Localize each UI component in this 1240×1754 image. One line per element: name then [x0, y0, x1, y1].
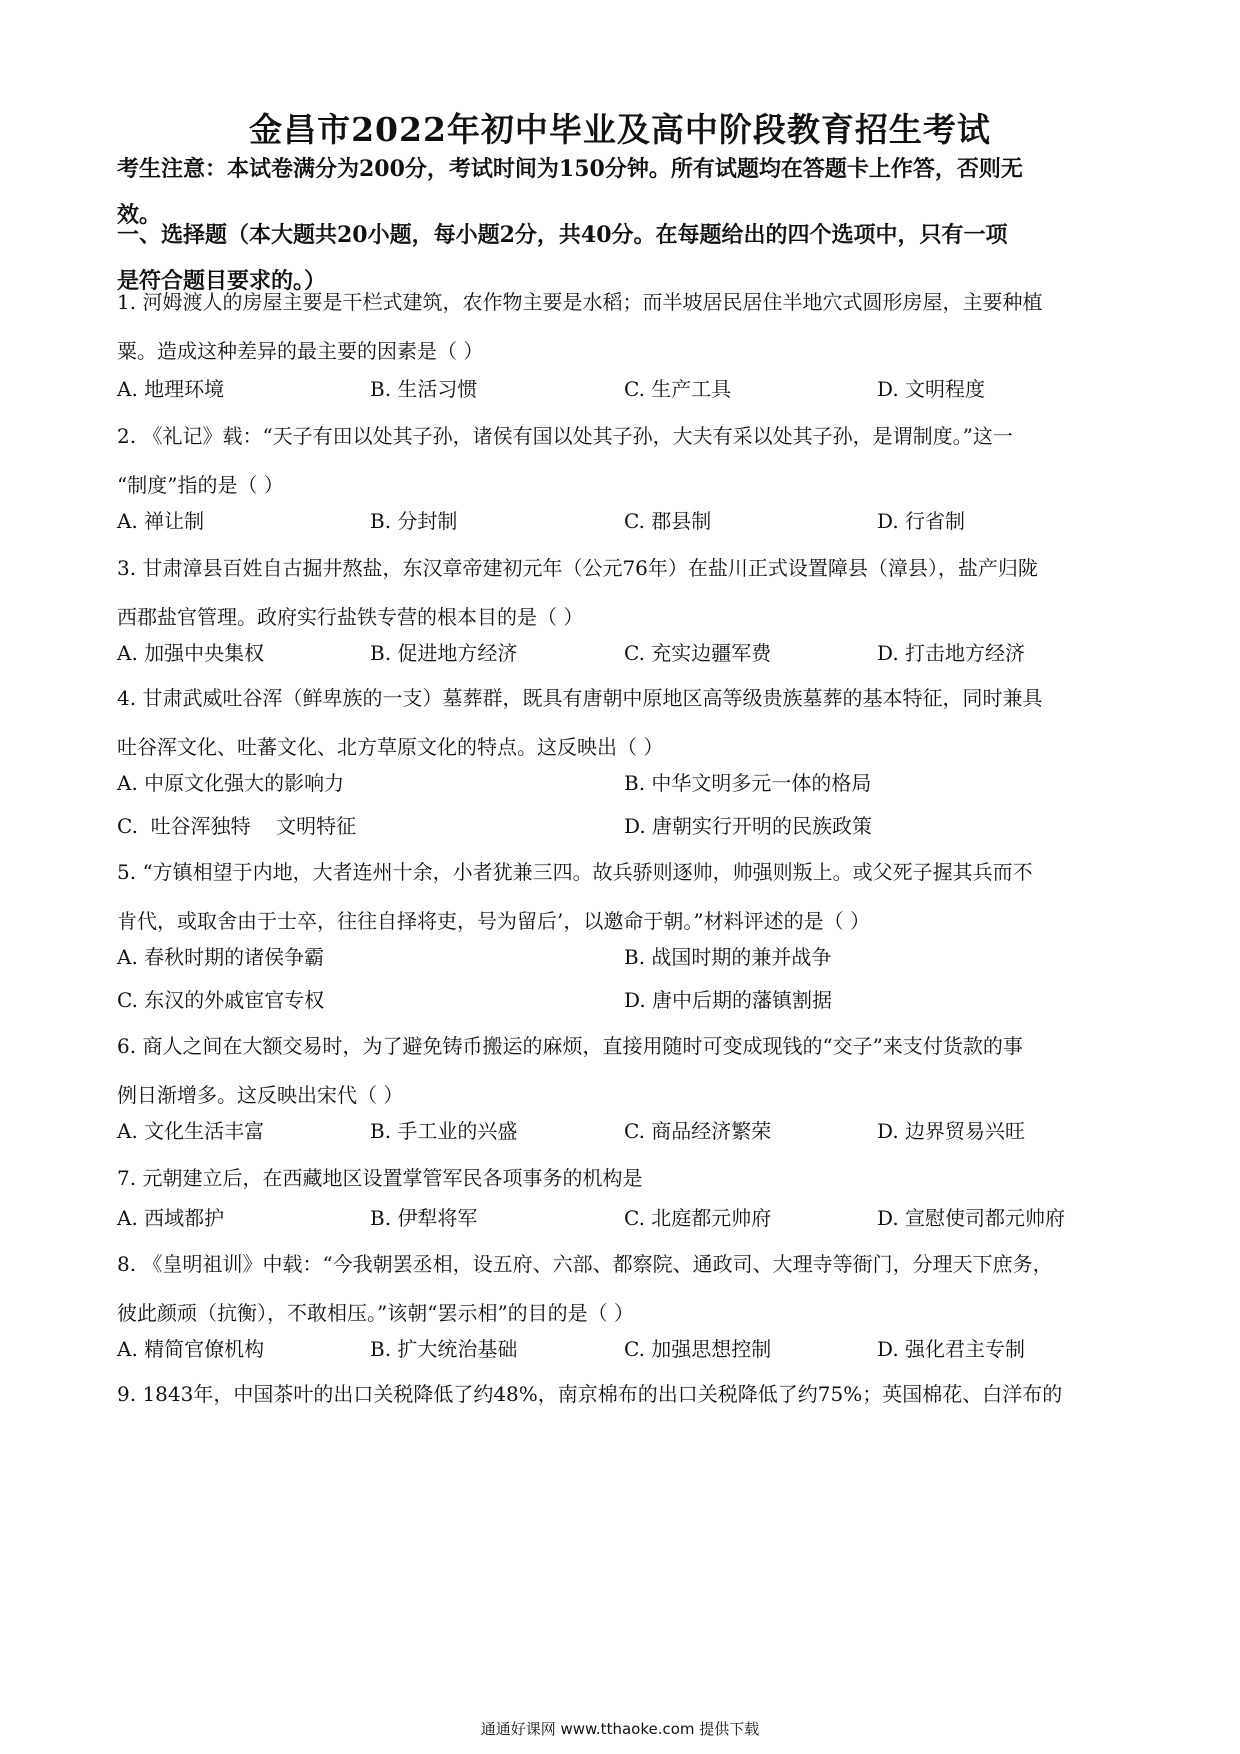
option-c: C. 充实边疆军费: [624, 641, 772, 665]
option-b: B. 扩大统治基础: [370, 1337, 518, 1361]
section-line: 是符合题目要求的。）: [117, 268, 327, 294]
question-5: [117, 848, 1127, 946]
option-c: C. 北庭都元帅府: [624, 1206, 772, 1230]
question-1: [117, 278, 1127, 376]
question-2-options: [117, 506, 1127, 536]
option-a: A. 地理环境: [117, 377, 225, 401]
notice-line: 效。: [117, 202, 162, 228]
question-text: 吐谷浑文化、吐蕃文化、北方草原文化的特点。这反映出（ ）: [117, 735, 664, 759]
option-c: C. 郡县制: [624, 509, 712, 533]
option-d: D. 唐朝实行开明的民族政策: [624, 814, 873, 838]
option-d: D. 文明程度: [877, 377, 986, 401]
option-a: A. 西域都护: [117, 1206, 225, 1230]
question-8-options: [117, 1334, 1127, 1364]
option-b: B. 分封制: [370, 509, 458, 533]
question-text: 2. 《礼记》载：“天子有田以处其子孙，诸侯有国以处其子孙，大夫有采以处其子孙，是谓制度。”这一: [117, 424, 1013, 448]
question-text: “制度”指的是（ ）: [117, 473, 284, 497]
option-d: D. 边界贸易兴旺: [877, 1119, 1026, 1143]
question-4-options-row1: [117, 768, 1127, 798]
page-footer: 通通好课网 www.tthaoke.com 提供下载: [480, 1720, 760, 1738]
option-c: C. 加强思想控制: [624, 1337, 772, 1361]
question-text: 彼此颜顽（抗衡），不敢相压。”该朝“罢示相”的目的是（ ）: [117, 1301, 635, 1325]
option-c: C. 吐谷浑独特 文明特征: [117, 814, 357, 838]
question-text: 6. 商人之间在大额交易时，为了避免铸币搬运的麻烦，直接用随时可变成现钱的“交子”来支付货款的事: [117, 1034, 1023, 1058]
question-7: [117, 1154, 1127, 1203]
option-a: A. 加强中央集权: [117, 641, 265, 665]
question-text: 8. 《皇明祖训》中载：“今我朝罢丞相，设五府、六部、都察院、通政司、大理寺等衙门，分理天下庶务，: [117, 1252, 1053, 1276]
option-b: B. 促进地方经济: [370, 641, 518, 665]
question-4: [117, 674, 1127, 772]
question-2: [117, 412, 1127, 510]
question-7-options: [117, 1203, 1127, 1233]
option-b: B. 战国时期的兼并战争: [624, 945, 832, 969]
question-text: 1. 河姆渡人的房屋主要是干栏式建筑，农作物主要是水稻；而半坡居民居住半地穴式圆形房屋，主要种植: [117, 290, 1043, 314]
question-text: 7. 元朝建立后，在西藏地区设置掌管军民各项事务的机构是: [117, 1166, 643, 1190]
question-text: 9. 1843年，中国茶叶的出口关税降低了约48%，南京棉布的出口关税降低了约75%；英国棉花、白洋布的: [117, 1382, 1063, 1406]
question-5-options-row1: [117, 942, 1127, 972]
option-a: A. 禅让制: [117, 509, 205, 533]
question-text: 5. “方镇相望于内地，大者连州十余，小者犹兼三四。故兵骄则逐帅，帅强则叛上。或父死子握其兵而不: [117, 860, 1033, 884]
notice-line: 考生注意：本试卷满分为200分，考试时间为150分钟。所有试题均在答题卡上作答，否则无: [117, 156, 1023, 182]
option-b: B. 伊犁将军: [370, 1206, 478, 1230]
option-d: D. 打击地方经济: [877, 641, 1026, 665]
question-6-options: [117, 1116, 1127, 1146]
question-text: 肯代，或取舍由于士卒，往往自择将吏，号为留后’，以邀命于朝。”材料评述的是（ ）: [117, 909, 870, 933]
question-4-options-row2: [117, 811, 1127, 841]
option-d: D. 强化君主专制: [877, 1337, 1026, 1361]
option-a: A. 中原文化强大的影响力: [117, 771, 345, 795]
question-5-options-row2: [117, 985, 1127, 1015]
option-c: C. 商品经济繁荣: [624, 1119, 772, 1143]
question-text: 3. 甘肃漳县百姓自古掘井熬盐，东汉章帝建初元年（公元76年）在盐川正式设置障县（漳县），盐产归陇: [117, 556, 1038, 580]
question-9: [117, 1370, 1127, 1419]
question-text: 例日渐增多。这反映出宋代（ ）: [117, 1083, 404, 1107]
question-6: [117, 1022, 1127, 1120]
question-text: 4. 甘肃武威吐谷浑（鲜卑族的一支）墓葬群，既具有唐朝中原地区高等级贵族墓葬的基本特征，同时兼具: [117, 686, 1043, 710]
question-1-options: [117, 374, 1127, 404]
section-line: 一、选择题（本大题共20小题，每小题2分，共40分。在每题给出的四个选项中，只有一项: [117, 222, 1008, 248]
option-b: B. 生活习惯: [370, 377, 478, 401]
option-a: A. 精简官僚机构: [117, 1337, 265, 1361]
option-d: D. 行省制: [877, 509, 966, 533]
option-a: A. 文化生活丰富: [117, 1119, 265, 1143]
question-8: [117, 1240, 1127, 1338]
question-text: 粟。造成这种差异的最主要的因素是（ ）: [117, 339, 484, 363]
option-a: A. 春秋时期的诸侯争霸: [117, 945, 325, 969]
exam-title: 金昌市2022年初中毕业及高中阶段教育招生考试: [249, 110, 991, 149]
option-d: D. 宣慰使司都元帅府: [877, 1206, 1066, 1230]
question-3: [117, 544, 1127, 642]
question-3-options: [117, 638, 1127, 668]
option-b: B. 中华文明多元一体的格局: [624, 771, 872, 795]
option-c: C. 生产工具: [624, 377, 732, 401]
option-b: B. 手工业的兴盛: [370, 1119, 518, 1143]
question-text: 西郡盐官管理。政府实行盐铁专营的根本目的是（ ）: [117, 605, 584, 629]
option-c: C. 东汉的外戚宦官专权: [117, 988, 325, 1012]
option-d: D. 唐中后期的藩镇割据: [624, 988, 833, 1012]
